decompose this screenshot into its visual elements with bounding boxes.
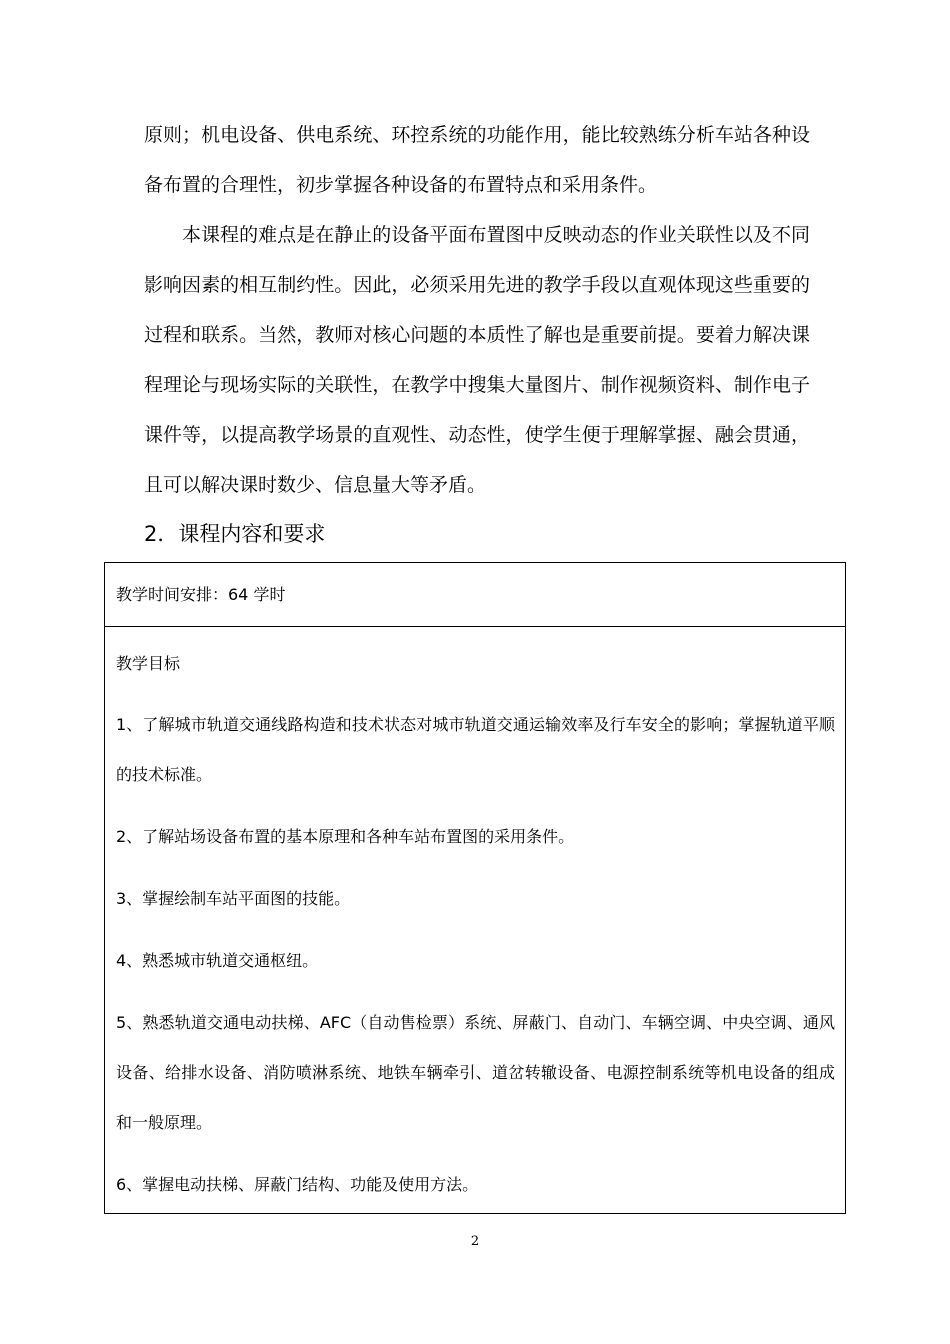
body-paragraph: 本课程的难点是在静止的设备平面布置图中反映动态的作业关联性以及不同影响因素的相互制约性。因此，必须采用先进的教学手段以直观体现这些重要的过程和联系。当然，教师对核心问题的本质性了解也是重要前提。要着力解决课程理论与现场实际的关联性，在教学中搜集大量图片、制作视频资料、制作电子课件等，以提高教学场景的直观性、动态性，使学生便于理解掌握、融会贯通，且可以解决课时数少、信息量大等矛盾。 [144, 224, 810, 496]
course-content-table [104, 562, 846, 1214]
teaching-goals-label: 教学目标 [116, 654, 181, 673]
body-paragraph: 原则；机电设备、供电系统、环控系统的功能作用，能比较熟练分析车站各种设备布置的合理性，初步掌握各种设备的布置特点和采用条件。 [144, 124, 810, 196]
goal-item: 4、熟悉城市轨道交通枢纽。 [116, 951, 319, 970]
teaching-goals-cell [105, 627, 845, 1210]
goal-item: 3、掌握绘制车站平面图的技能。 [116, 889, 351, 908]
goal-item: 1、了解城市轨道交通线路构造和技术状态对城市轨道交通运输效率及行车安全的影响；掌握轨道平顺的技术标准。 [116, 715, 835, 784]
goal-item: 6、掌握电动扶梯、屏蔽门结构、功能及使用方法。 [116, 1175, 479, 1194]
section-heading: 2．课程内容和要求 [144, 522, 326, 546]
teaching-schedule-cell: 教学时间安排：64 学时 [105, 563, 845, 627]
page-number: 2 [470, 1234, 480, 1249]
goal-item: 2、了解站场设备布置的基本原理和各种车站布置图的采用条件。 [116, 827, 575, 846]
goal-item: 5、熟悉轨道交通电动扶梯、AFC（自动售检票）系统、屏蔽门、自动门、车辆空调、中央空调、通风设备、给排水设备、消防喷淋系统、地铁车辆牵引、道岔转辙设备、电源控制系统等机电设备的组成和一般原理。 [116, 1013, 835, 1132]
